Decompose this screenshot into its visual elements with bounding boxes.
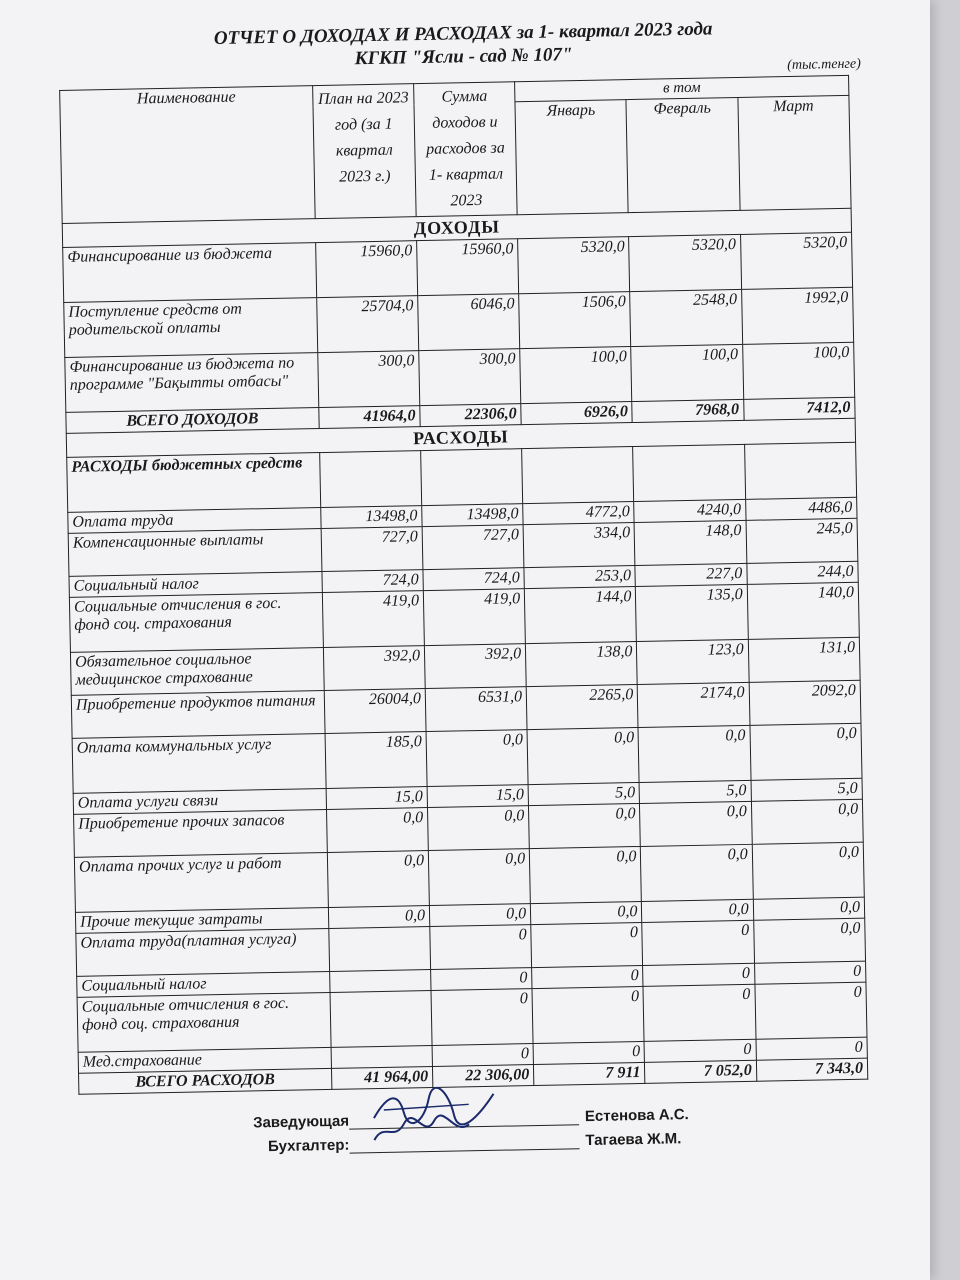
report-table: [59, 75, 868, 1095]
cell-feb: 0: [644, 1039, 756, 1062]
cell-plan: 25704,0: [317, 296, 419, 353]
cell-plan: 26004,0: [324, 689, 426, 734]
section-expenses: РАСХОДЫ: [66, 418, 855, 457]
row-name: Оплата прочих услуг и работ: [74, 852, 328, 912]
row-name: Социальный налог: [77, 971, 330, 997]
cell-feb: 0,0: [638, 725, 750, 782]
cell-mar: 4486,0: [745, 497, 857, 520]
cell-jan: 0: [532, 965, 644, 988]
cell-sum: 6531,0: [425, 687, 527, 732]
cell-feb: 5,0: [639, 780, 751, 803]
head-role: Заведующая: [252, 1112, 350, 1132]
report-title: ОТЧЕТ О ДОХОДАХ И РАСХОДАХ за 1- квартал 2023 года: [213, 18, 713, 50]
row-name: Приобретение продуктов питания: [71, 691, 325, 739]
cell-mar: 0,0: [753, 897, 865, 920]
cell-sum: 724,0: [423, 568, 525, 591]
cell-mar: 0,0: [750, 723, 862, 780]
cell-mar: 1992,0: [741, 287, 853, 344]
cell-plan: 185,0: [325, 732, 427, 789]
accountant-name: Тагаева Ж.М.: [585, 1130, 682, 1150]
expenses-subheader: РАСХОДЫ бюджетных средств: [67, 453, 321, 513]
cell-plan: 0,0: [327, 851, 429, 908]
cell-feb: 0,0: [640, 801, 752, 846]
row-name: Прочие текущие затраты: [75, 907, 328, 933]
cell-mar: 5,0: [751, 778, 863, 801]
units-note: (тыс.тенге): [787, 56, 861, 74]
cell-jan: 0,0: [529, 803, 641, 848]
cell-plan: 300,0: [318, 351, 420, 408]
cell-jan: 4772,0: [523, 502, 635, 525]
row-name: Оплата услуги связи: [73, 788, 326, 814]
row-name: Оплата труда(платная услуга): [76, 928, 330, 976]
cell-jan: 6926,0: [521, 402, 633, 425]
cell-sum: 15,0: [427, 785, 529, 808]
accountant-signature-field: [349, 1130, 579, 1153]
cell-sum: 22 306,00: [432, 1065, 534, 1088]
signature-block: [79, 1095, 890, 1159]
cell-sum: 22306,0: [420, 404, 522, 427]
cell-sum: 15960,0: [417, 239, 519, 296]
cell-feb: 148,0: [634, 520, 746, 565]
cell-jan: 0,0: [529, 846, 641, 903]
cell-feb: 227,0: [635, 563, 747, 586]
cell-jan: 7 911: [534, 1062, 646, 1085]
cell-jan: 138,0: [526, 642, 638, 687]
cell-feb: 5320,0: [629, 234, 741, 291]
cell-feb: 4240,0: [634, 499, 746, 522]
cell-plan: [330, 991, 432, 1048]
cell-plan: 392,0: [323, 646, 425, 691]
cell-sum: 300,0: [419, 349, 521, 406]
cell-feb: 7968,0: [632, 399, 744, 422]
cell-plan: [331, 1046, 433, 1069]
cell-sum: 6046,0: [418, 294, 520, 351]
cell-sum: 0: [430, 925, 532, 970]
cell-feb: 7 052,0: [645, 1060, 757, 1083]
cell-mar: 140,0: [747, 582, 859, 639]
cell-plan: 15960,0: [316, 241, 418, 298]
cell-feb: 0: [643, 963, 755, 986]
cell-mar: 131,0: [748, 637, 860, 682]
row-name: Компенсационные выплаты: [68, 529, 322, 577]
col-header-in-that: в том: [515, 75, 849, 101]
handwritten-signature-icon: [369, 1110, 480, 1148]
row-name: Мед.страхование: [78, 1047, 331, 1073]
cell-mar: 0,0: [753, 918, 865, 963]
row-name: Приобретение прочих запасов: [74, 809, 328, 857]
cell-plan: 0,0: [326, 808, 428, 853]
cell-sum: 0: [432, 1044, 534, 1067]
cell-sum: 0: [431, 968, 533, 991]
cell-sum: 0,0: [426, 730, 528, 787]
cell-jan: 334,0: [523, 523, 635, 568]
cell-mar: 5320,0: [740, 232, 852, 289]
cell-feb: 0,0: [642, 899, 754, 922]
cell-plan: 41 964,00: [331, 1067, 433, 1090]
row-name: Социальные отчисления в гос. фонд соц. страхования: [69, 593, 323, 653]
cell-jan: 0: [532, 986, 644, 1043]
cell-plan: 724,0: [322, 570, 424, 593]
cell-sum: 392,0: [424, 644, 526, 689]
row-name: Социальный налог: [69, 572, 322, 598]
cell-plan: 15,0: [326, 787, 428, 810]
cell-jan: 1506,0: [519, 292, 631, 349]
cell-plan: 13498,0: [321, 506, 423, 529]
cell-sum: 727,0: [422, 525, 524, 570]
cell-plan: [329, 927, 431, 972]
cell-plan: 41964,0: [319, 406, 421, 429]
col-header-sum: Сумма доходов и расходов за 1- квартал 2023: [414, 82, 518, 217]
cell-mar: 0,0: [752, 842, 864, 899]
col-header-march: Март: [738, 95, 851, 210]
cell-mar: 0,0: [751, 799, 863, 844]
cell-feb: 123,0: [637, 639, 749, 684]
cell-jan: 5,0: [528, 782, 640, 805]
cell-sum: 419,0: [423, 589, 525, 646]
cell-jan: 253,0: [524, 566, 636, 589]
cell-feb: 100,0: [631, 344, 743, 401]
cell-mar: 7412,0: [743, 397, 855, 420]
cell-sum: 13498,0: [422, 504, 524, 527]
cell-mar: 100,0: [742, 342, 854, 399]
row-name: ВСЕГО ДОХОДОВ: [66, 408, 319, 434]
row-name: Финансирование из бюджета по программе "Бақытты отбасы": [65, 353, 319, 413]
cell-jan: 144,0: [524, 587, 636, 644]
cell-plan: [329, 970, 431, 993]
col-header-plan: План на 2023 год (за 1 квартал 2023 г.): [312, 84, 416, 219]
col-header-name: Наименование: [60, 86, 315, 224]
col-header-january: Январь: [515, 100, 628, 215]
cell-mar: 0: [754, 961, 866, 984]
cell-jan: 0: [531, 922, 643, 967]
col-header-february: Февраль: [626, 97, 739, 212]
cell-feb: 0: [643, 984, 755, 1041]
head-name: Естенова А.С.: [584, 1106, 689, 1126]
row-name: Социальные отчисления в гос. фонд соц. страхования: [77, 992, 331, 1052]
cell-feb: 2174,0: [638, 682, 750, 727]
row-name: Обязательное социальное медицинское страхование: [70, 648, 324, 696]
accountant-role: Бухгалтер:: [267, 1136, 350, 1156]
cell-mar: 0: [755, 982, 867, 1039]
cell-feb: 2548,0: [630, 289, 742, 346]
cell-mar: 245,0: [746, 518, 858, 563]
cell-sum: 0,0: [428, 806, 530, 851]
cell-mar: 7 343,0: [756, 1058, 868, 1081]
cell-jan: 0,0: [527, 727, 639, 784]
cell-mar: 2092,0: [749, 680, 861, 725]
cell-sum: 0,0: [429, 904, 531, 927]
cell-feb: 135,0: [636, 584, 748, 641]
cell-feb: 0,0: [641, 844, 753, 901]
cell-jan: 5320,0: [518, 237, 630, 294]
cell-sum: 0,0: [428, 849, 530, 906]
cell-jan: 2265,0: [526, 684, 638, 729]
cell-jan: 0,0: [531, 901, 643, 924]
cell-mar: 244,0: [747, 561, 859, 584]
cell-jan: 100,0: [520, 347, 632, 404]
report-document: [58, 14, 890, 1158]
row-name: Оплата труда: [68, 508, 321, 534]
section-income: ДОХОДЫ: [62, 208, 851, 247]
cell-plan: 0,0: [328, 906, 430, 929]
cell-mar: 0: [756, 1037, 868, 1060]
cell-plan: 419,0: [322, 591, 424, 648]
cell-feb: 0: [642, 920, 754, 965]
row-name: Финансирование из бюджета: [63, 243, 317, 303]
organization-name: КГКП "Ясли - сад № 107": [354, 44, 573, 70]
row-name: Оплата коммунальных услуг: [72, 734, 326, 794]
cell-jan: 0: [533, 1041, 645, 1064]
cell-plan: 727,0: [321, 527, 423, 572]
row-name: Поступление средств от родительской оплаты: [64, 298, 318, 358]
cell-sum: 0: [431, 989, 533, 1046]
row-name: ВСЕГО РАСХОДОВ: [79, 1068, 332, 1094]
